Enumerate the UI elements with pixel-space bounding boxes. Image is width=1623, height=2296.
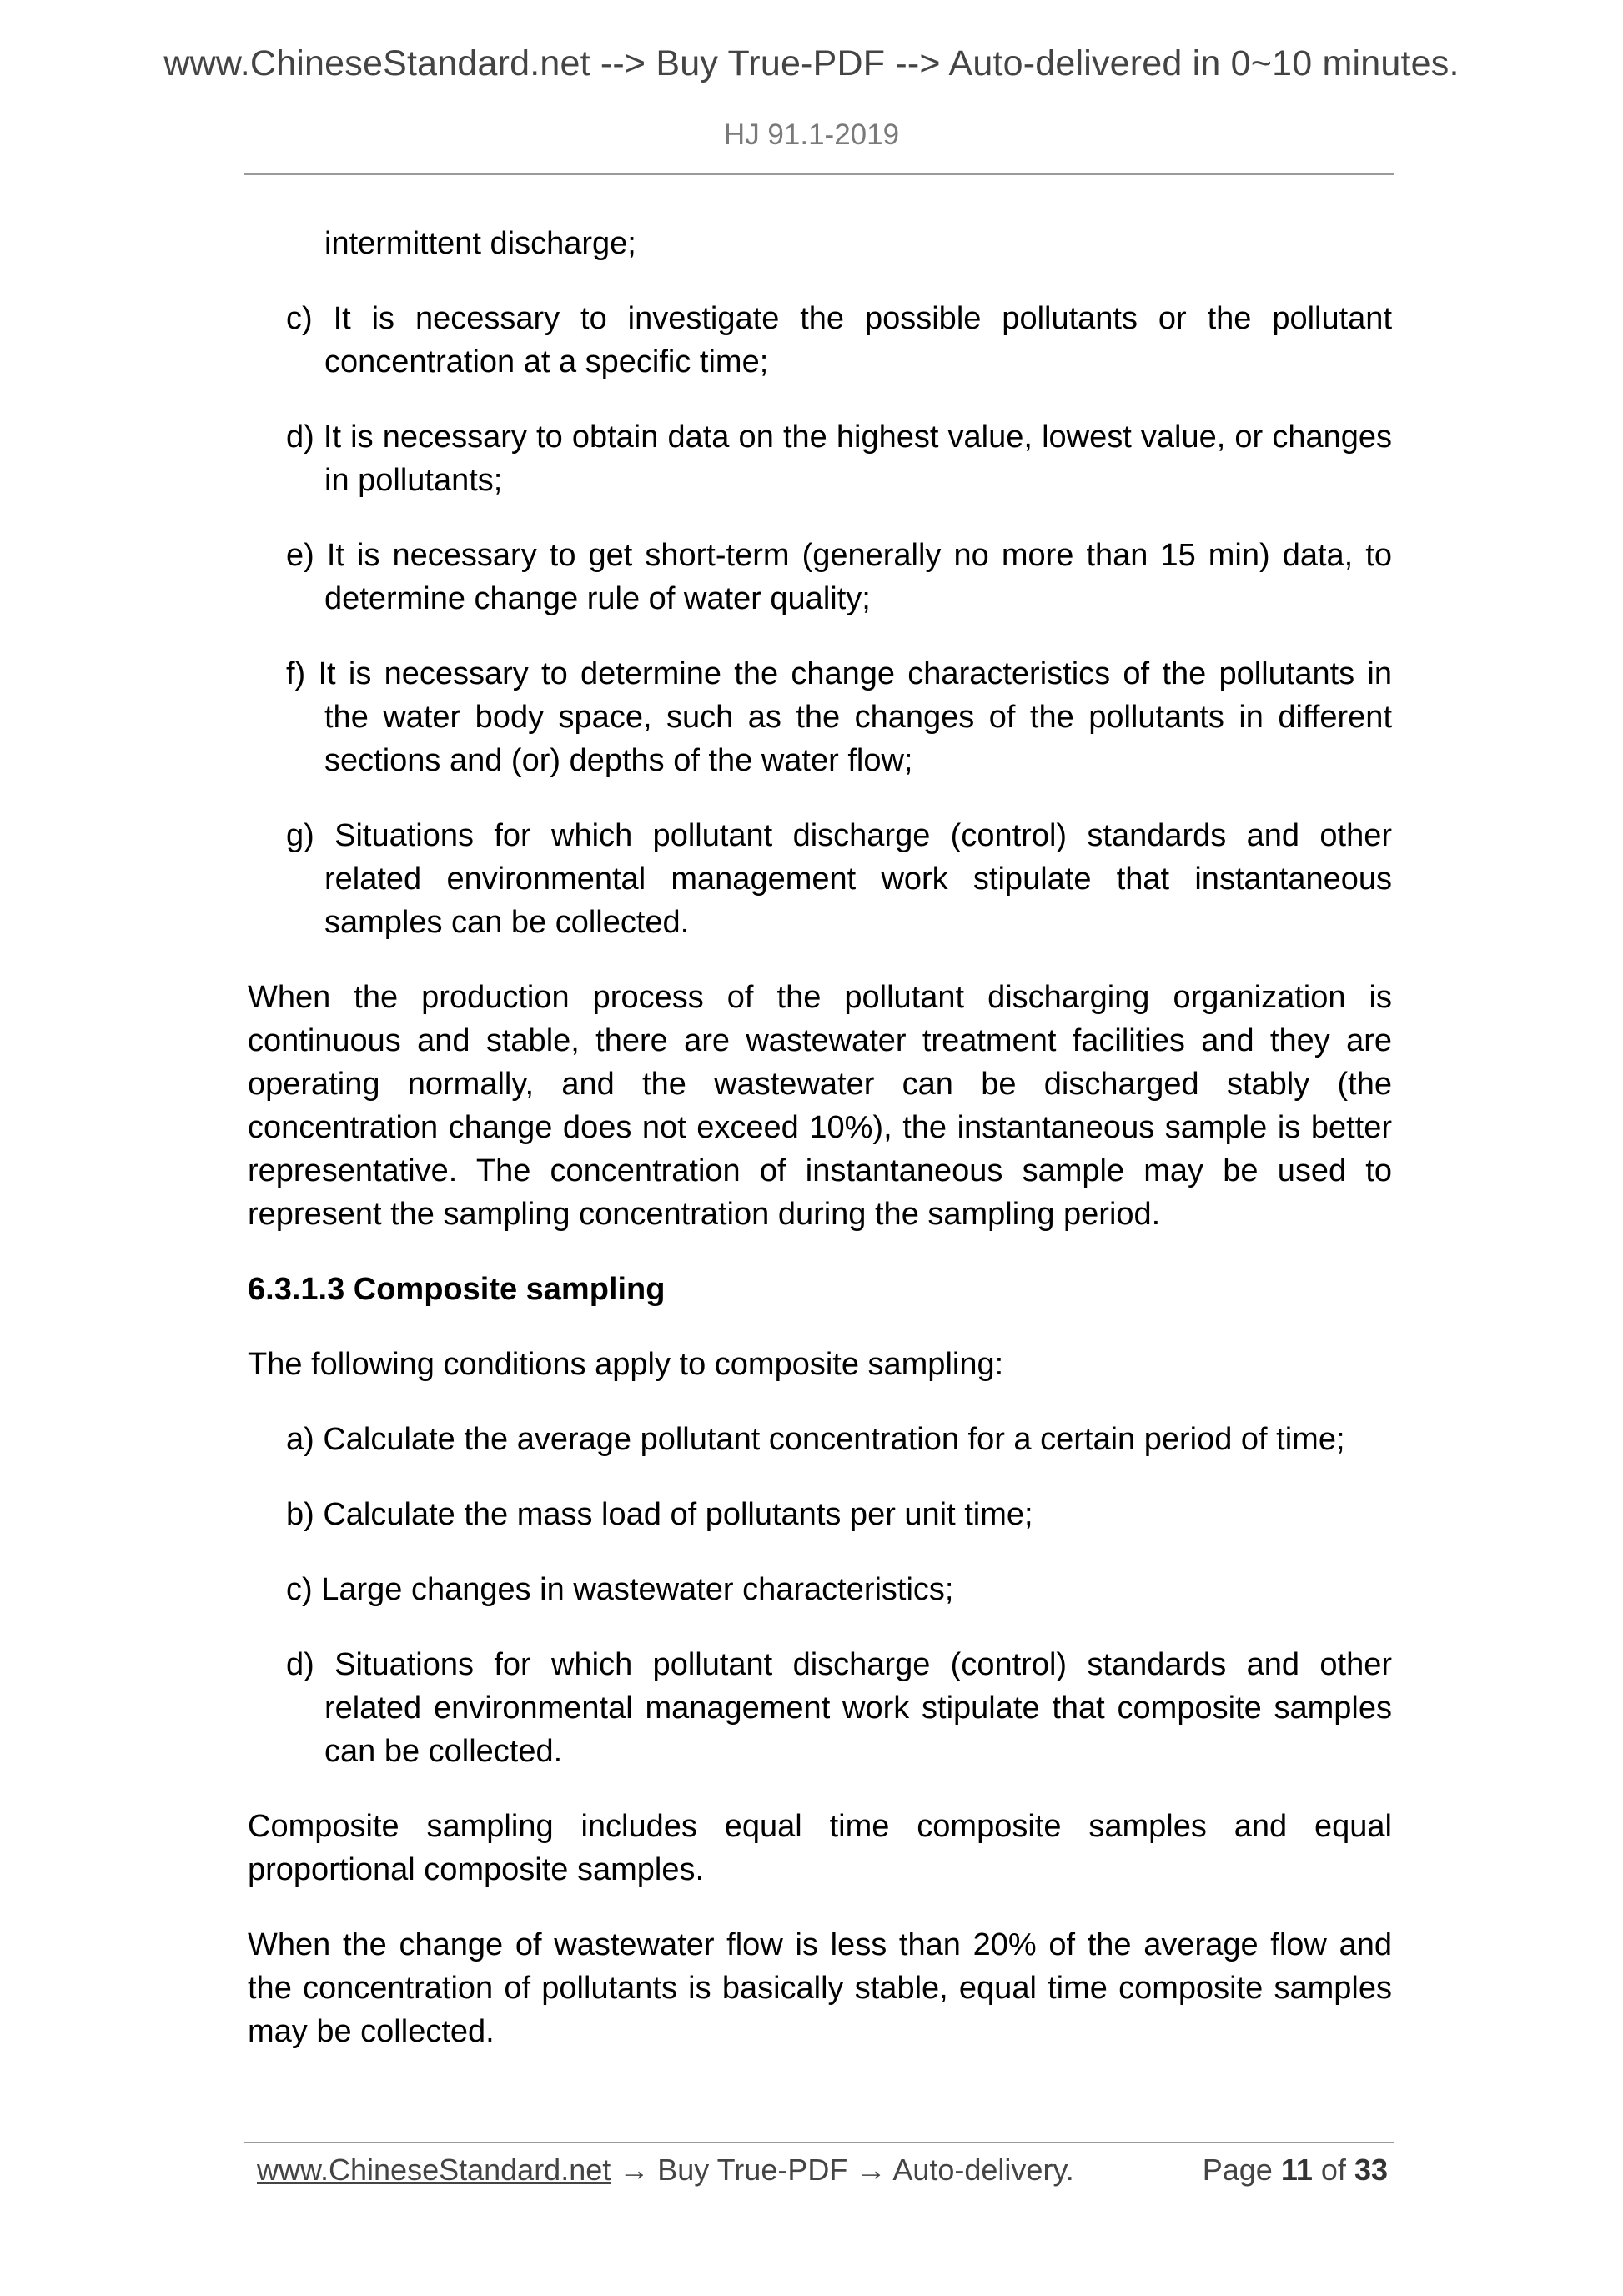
page-label: Page	[1202, 2153, 1273, 2187]
composite-intro: The following conditions apply to composite sampling:	[248, 1347, 1004, 1382]
list-item-g: g) Situations for which pollutant discharge (control) standards and other related environmental management work stipulate that instantaneous samples can be collected.	[286, 818, 1392, 940]
composite-item-c: c) Large changes in wastewater characteristics;	[286, 1572, 954, 1607]
composite-item-d: d) Situations for which pollutant discharge (control) standards and other related environmental management work stipulate that composite samples can be collected.	[286, 1647, 1392, 1769]
document-id: HJ 91.1-2019	[723, 118, 900, 151]
footer-divider	[244, 2142, 1394, 2143]
list-item-f: f) It is necessary to determine the change characteristics of the pollutants in the water body space, such as the changes of the pollutants in different sections and (or) depths of the water flow;	[286, 656, 1392, 778]
section-heading: 6.3.1.3 Composite sampling	[248, 1272, 666, 1307]
composite-item-a: a) Calculate the average pollutant concentration for a certain period of time;	[286, 1422, 1345, 1457]
header-divider	[244, 173, 1394, 175]
paragraph-instantaneous: When the production process of the pollutant discharging organization is continuous and stable, there are wastewater treatment facilities and they are operating normally, and the wastewater can be discharged stably (the concentration change does not exceed 10%), the instantaneous sample is better representative. The concentration of instantaneous sample may be used to represent the sampling concentration during the sampling period.	[248, 980, 1392, 1232]
page-current: 11	[1280, 2153, 1313, 2187]
list-item-continuation: intermittent discharge;	[324, 226, 636, 261]
page-total: 33	[1354, 2153, 1388, 2187]
page-body	[248, 222, 1392, 2053]
of-label: of	[1320, 2153, 1346, 2187]
footer-buy-text: → Buy True-PDF → Auto-delivery.	[619, 2153, 1074, 2187]
list-item-c: c) It is necessary to investigate the possible pollutants or the pollutant concentration at a specific time;	[286, 301, 1392, 379]
footer-site-link[interactable]: www.ChineseStandard.net	[257, 2153, 611, 2187]
paragraph-composite-types: Composite sampling includes equal time composite samples and equal proportional composite samples.	[248, 1809, 1392, 1887]
page-number	[1203, 2145, 1388, 2195]
list-item-e: e) It is necessary to get short-term (generally no more than 15 min) data, to determine change rule of water quality;	[286, 538, 1392, 616]
composite-item-b: b) Calculate the mass load of pollutants per unit time;	[286, 1497, 1033, 1532]
site-banner: www.ChineseStandard.net --> Buy True-PDF --> Auto-delivered in 0~10 minutes.	[163, 43, 1460, 83]
footer-left	[257, 2145, 1074, 2195]
list-item-d: d) It is necessary to obtain data on the highest value, lowest value, or changes in pollutants;	[286, 420, 1392, 498]
paragraph-equal-time: When the change of wastewater flow is less than 20% of the average flow and the concentration of pollutants is basically stable, equal time composite samples may be collected.	[248, 1927, 1392, 2049]
page-footer	[257, 2145, 1388, 2195]
